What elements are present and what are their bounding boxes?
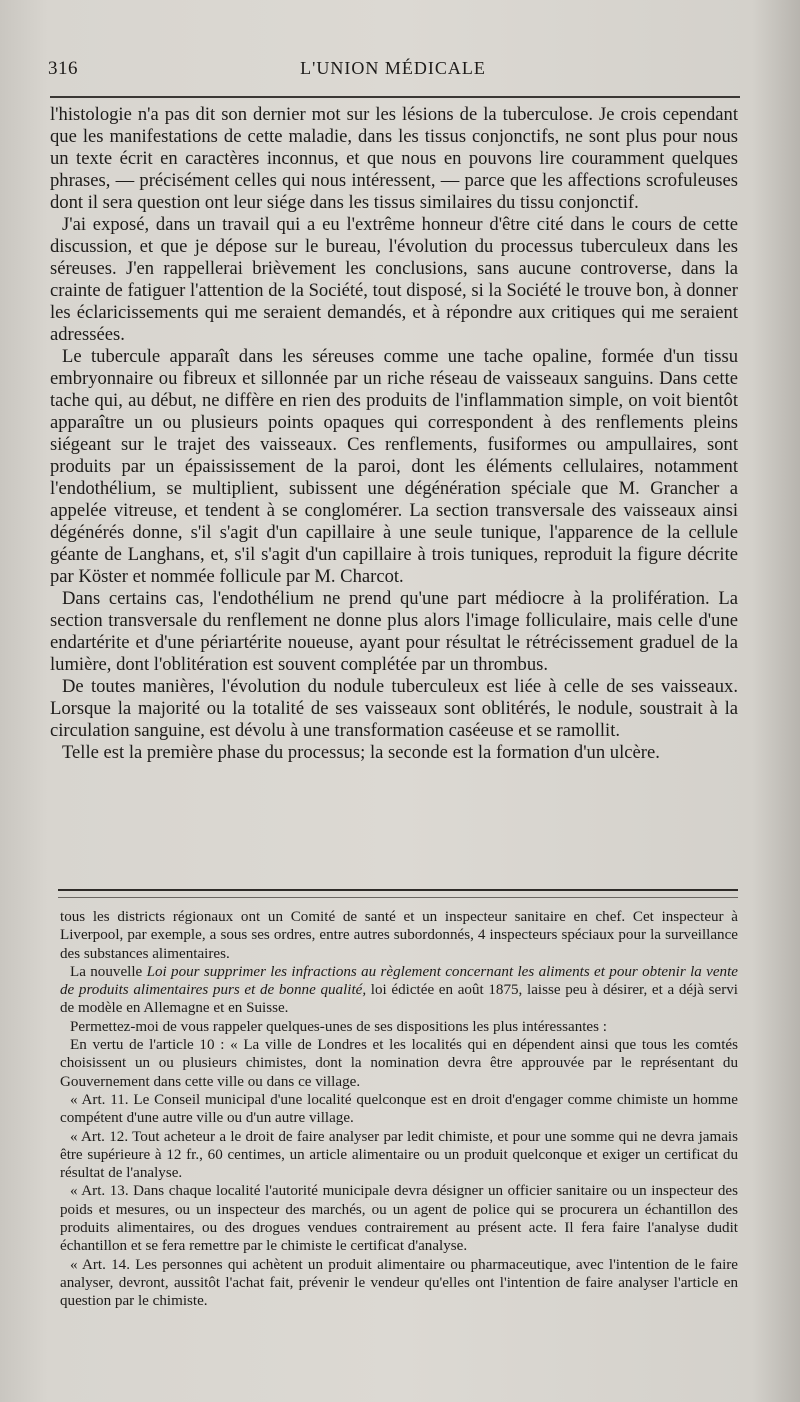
footnote-paragraph: « Art. 14. Les personnes qui achètent un produit alimentaire ou pharmaceutique, avec l'intention de le faire analyser, devront, aussitôt l'achat fait, prévenir le vendeur qu'elles ont l'intention de faire analyser l'article en question par le chimiste. xyxy=(60,1256,738,1310)
header-rule xyxy=(50,96,740,98)
footnote-text xyxy=(60,908,738,1311)
body-paragraph: Le tubercule apparaît dans les séreuses comme une tache opaline, formée d'un tissu embryonnaire ou fibreux et sillonnée par un riche réseau de vaisseaux sanguins. Dans cette tache qui, au début, ne diffère en rien des produits de l'inflammation simple, on voit bientôt apparaître un ou plusieurs points opaques qui correspondent à des renflements pleins siégeant sur le trajet des vaisseaux. Ces renflements, fusiformes ou ampullaires, sont produits par un épaississement de la paroi, dont les éléments cellulaires, notamment l'endothélium, se multiplient, subissent une dégénération spéciale que M. Grancher a appelée vitreuse, et tendent à se conglomérer. La section transversale des vaisseaux ainsi dégénérés donne, s'il s'agit d'un capillaire à une seule tunique, l'apparence de la cellule géante de Langhans, et, s'il s'agit d'un capillaire à trois tuniques, reproduit la figure décrite par Köster et nommée follicule par M. Charcot. xyxy=(50,346,738,587)
footnote-paragraph: En vertu de l'article 10 : « La ville de Londres et les localités qui en dépendent ainsi que tous les comtés choisissent un ou plusieurs chimistes, dont la nomination devra être approuvée par le représentant du Gouvernement dans cette ville ou dans ce village. xyxy=(60,1037,738,1090)
body-paragraph: Telle est la première phase du processus; la seconde est la formation d'un ulcère. xyxy=(62,742,660,763)
footnote-paragraph: « Art. 13. Dans chaque localité l'autorité municipale devra désigner un officier sanitaire ou un inspecteur des poids et mesures, ou un inspecteur des marchés, ou un agent de police qui se procurera un échantillon des produits alimentaires, ou des drogues vendues contrairement au présent acte. Il fera faire l'analyse dudit échantillon et se fera remettre par le chimiste le certificat d'analyse. xyxy=(60,1183,738,1255)
running-title: L'UNION MÉDICALE xyxy=(300,58,486,78)
footnote-text-run: La nouvelle xyxy=(70,963,147,980)
main-body-text xyxy=(50,104,738,764)
body-paragraph: J'ai exposé, dans un travail qui a eu l'extrême honneur d'être cité dans le cours de cette discussion, et que je dépose sur le bureau, l'évolution du processus tuberculeux dans les séreuses. J'en rappellerai brièvement les conclusions, sans aucune controverse, dans la crainte de fatiguer l'attention de la Société, tout disposé, si la Société le trouve bon, à donner les éclaricissements qui me seraient demandés, et à répondre aux critiques qui me seraient adressées. xyxy=(50,214,738,345)
footnote-paragraph: tous les districts régionaux ont un Comité de santé et un inspecteur sanitaire en chef. Cet inspecteur à Liverpool, par exemple, a sous ses ordres, entre autres subordonnés, 4 inspecteurs spéciaux pour la surveillance des substances alimentaires. xyxy=(60,909,738,962)
body-paragraph: Dans certains cas, l'endothélium ne prend qu'une part médiocre à la prolifération. La section transversale du renflement ne donne plus alors l'image folliculaire, mais celle d'une endartérite et d'une périartérite noueuse, ayant pour résultat le rétrécissement graduel de la lumière, dont l'oblitération est souvent complétée par un thrombus. xyxy=(50,588,738,675)
law-title-italic: Loi pour supprimer les infractions au règlement concernant les aliments et pour obtenir la vente de produits alimentaires purs et de bonne qualité, xyxy=(60,963,738,999)
page-header xyxy=(48,58,738,92)
footnote-paragraph xyxy=(60,963,738,1018)
footnote-paragraph: « Art. 11. Le Conseil municipal d'une localité quelconque est en droit d'engager comme chimiste un homme compétent d'une autre ville ou d'un autre village. xyxy=(60,1091,738,1127)
footnote-text-run: loi édictée en août 1875, laisse peu à désirer, et a déjà servi de modèle en Allemagne et en Suisse. xyxy=(60,982,738,1017)
footnote-separator-rule xyxy=(58,889,738,898)
body-paragraph: l'histologie n'a pas dit son dernier mot sur les lésions de la tuberculose. Je crois cependant que les manifestations de cette maladie, dans les tissus conjonctifs, ne sont plus pour nous un texte écrit en caractères inconnus, et que nous en pouvons lire couramment quelques phrases, — précisément celles qui nous intéressent, — parce que les affections scrofuleuses dont il sera question ont leur siége dans les tissus similaires du tissu conjonctif. xyxy=(50,104,738,213)
body-paragraph: De toutes manières, l'évolution du nodule tuberculeux est liée à celle de ses vaisseaux. Lorsque la majorité ou la totalité de ses vaisseaux sont oblitérés, le nodule, soustrait à la circulation sanguine, est dévolu à une transformation caséeuse et se ramollit. xyxy=(50,676,738,741)
footnote-paragraph: Permettez-moi de vous rappeler quelques-unes de ses dispositions les plus intéressantes : xyxy=(70,1018,607,1035)
page-number: 316 xyxy=(48,58,78,79)
footnote-paragraph: « Art. 12. Tout acheteur a le droit de faire analyser par ledit chimiste, et pour une somme qui ne devra jamais être supérieure à 12 fr., 60 centimes, un article alimentaire ou un produit quelconque et exiger un certificat du résultat de l'analyse. xyxy=(60,1128,738,1182)
